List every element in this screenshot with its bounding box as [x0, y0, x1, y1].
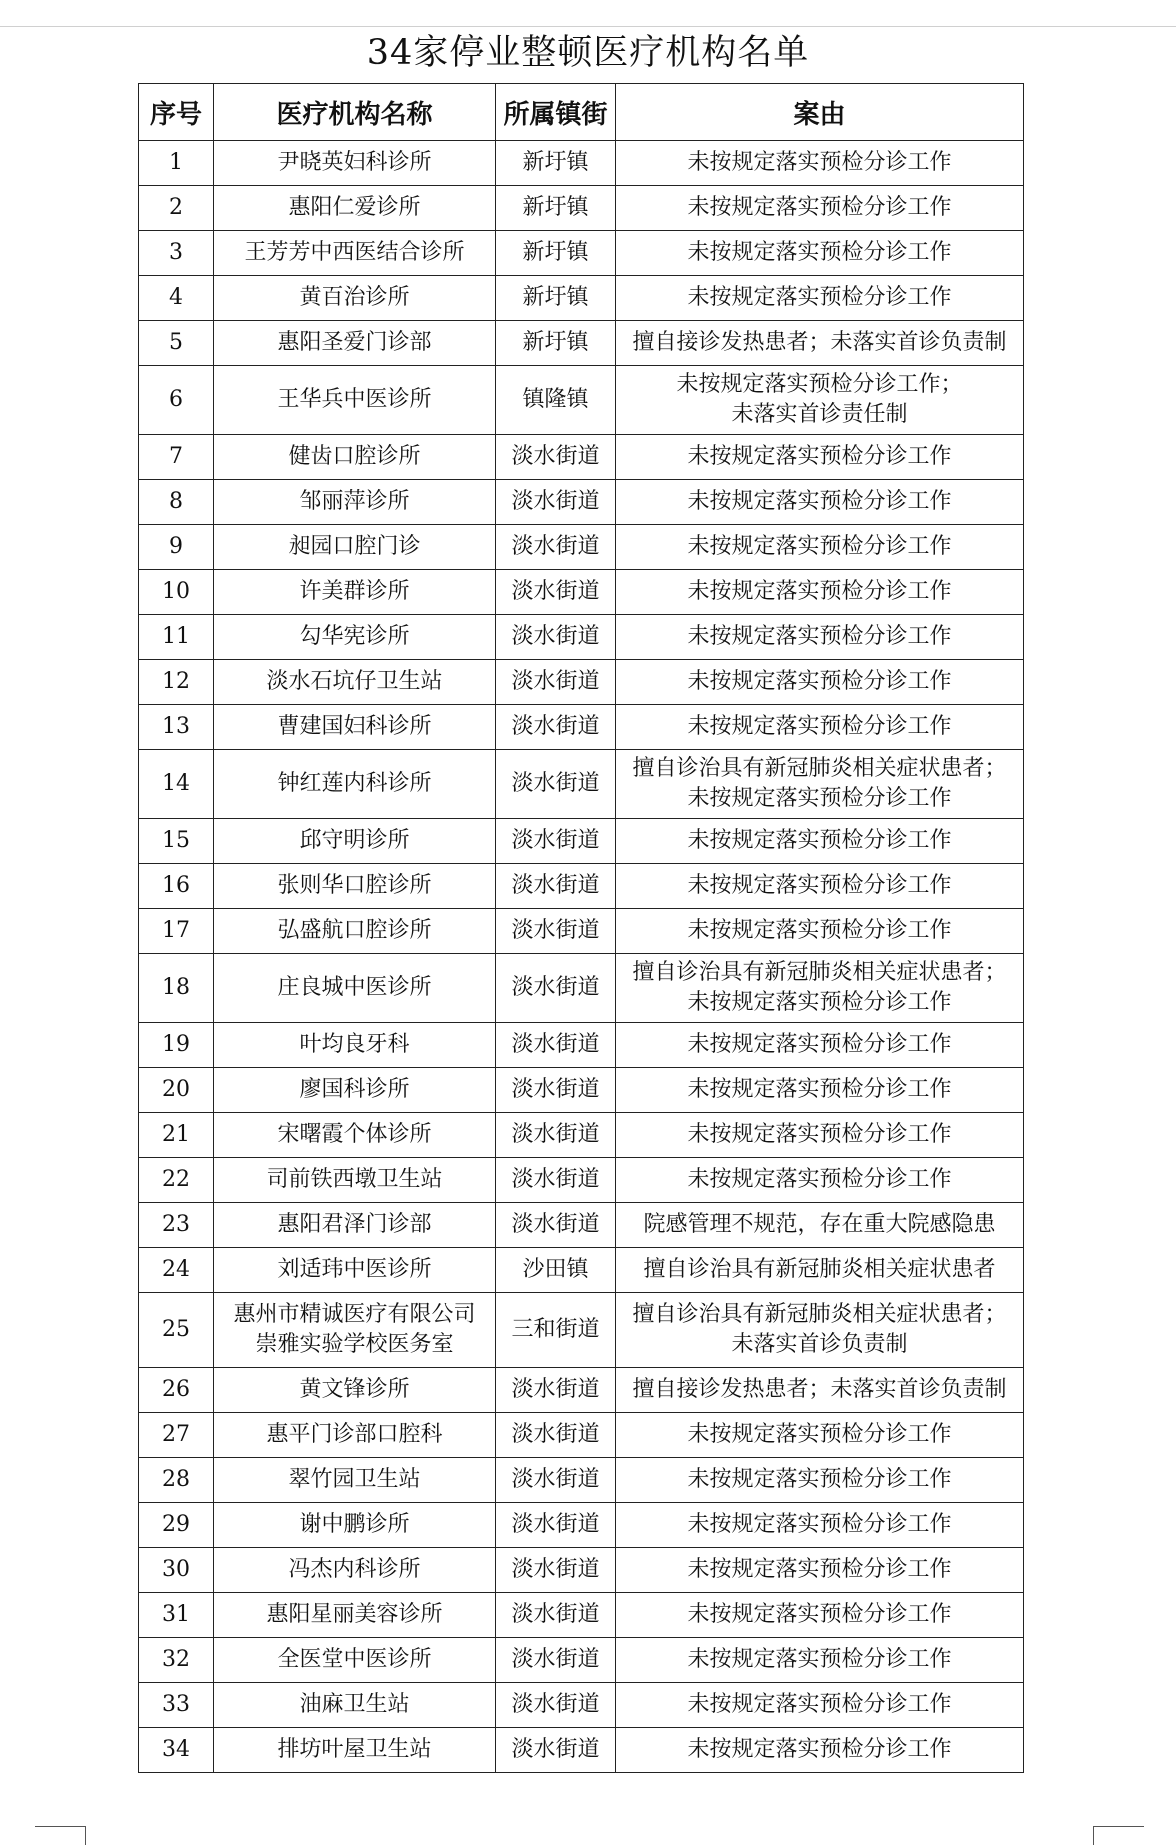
table-header-row [139, 84, 1024, 141]
cell-reason [616, 615, 1024, 660]
cell-reason [616, 186, 1024, 231]
cell-institution-name [214, 1728, 496, 1773]
header-town: 所属镇街 [496, 84, 616, 141]
reason-line: 未按规定落实预检分诊工作 [687, 1737, 952, 1762]
institution-name-line: 惠阳星丽美容诊所 [266, 1602, 443, 1627]
institution-name-line: 昶园口腔门诊 [288, 534, 421, 559]
cell-institution-name [214, 750, 496, 819]
cell-serial: 33 [139, 1683, 214, 1728]
cell-reason [616, 1068, 1024, 1113]
table-row [139, 1293, 1024, 1368]
table-row [139, 1413, 1024, 1458]
cell-serial: 12 [139, 660, 214, 705]
cell-town: 淡水街道 [496, 660, 616, 705]
table-row [139, 480, 1024, 525]
table-row [139, 435, 1024, 480]
table-body [139, 141, 1024, 1773]
table-row [139, 864, 1024, 909]
cell-serial: 14 [139, 750, 214, 819]
institution-name-line: 邹丽萍诊所 [299, 489, 410, 514]
cell-reason [616, 1023, 1024, 1068]
table-row [139, 705, 1024, 750]
header-serial: 序号 [139, 84, 214, 141]
reason-line: 未按规定落实预检分诊工作 [687, 1077, 952, 1102]
reason-line: 未按规定落实预检分诊工作 [687, 918, 952, 943]
cell-reason [616, 1683, 1024, 1728]
cell-institution-name [214, 1593, 496, 1638]
cell-town: 淡水街道 [496, 1503, 616, 1548]
cell-reason [616, 1548, 1024, 1593]
cell-serial: 34 [139, 1728, 214, 1773]
cell-serial: 16 [139, 864, 214, 909]
institution-name-line: 惠阳仁爱诊所 [288, 195, 421, 220]
table-row [139, 1113, 1024, 1158]
cell-serial: 9 [139, 525, 214, 570]
cell-institution-name [214, 660, 496, 705]
cell-institution-name [214, 435, 496, 480]
cell-institution-name [214, 1293, 496, 1368]
cell-town: 镇隆镇 [496, 366, 616, 435]
table-row [139, 366, 1024, 435]
cell-institution-name [214, 141, 496, 186]
cell-reason [616, 1413, 1024, 1458]
reason-line: 未落实首诊负责制 [731, 1332, 908, 1357]
institution-name-line: 刘适玮中医诊所 [277, 1257, 432, 1282]
cell-institution-name [214, 954, 496, 1023]
cell-reason [616, 954, 1024, 1023]
reason-line: 未按规定落实预检分诊工作 [687, 489, 952, 514]
cell-town: 淡水街道 [496, 615, 616, 660]
cell-reason [616, 276, 1024, 321]
cell-town: 淡水街道 [496, 1068, 616, 1113]
cell-institution-name [214, 1368, 496, 1413]
institution-name-line: 惠阳圣爱门诊部 [277, 330, 432, 355]
cell-serial: 31 [139, 1593, 214, 1638]
cell-town: 淡水街道 [496, 1593, 616, 1638]
reason-line: 擅自诊治具有新冠肺炎相关症状患者； [632, 756, 1007, 781]
cell-institution-name [214, 615, 496, 660]
document-title: 34家停业整顿医疗机构名单 [366, 33, 810, 73]
cell-serial: 27 [139, 1413, 214, 1458]
cell-town: 淡水街道 [496, 705, 616, 750]
reason-line: 未按规定落实预检分诊工作 [687, 1602, 952, 1627]
institution-name-line: 黄文锋诊所 [299, 1377, 410, 1402]
cell-serial: 22 [139, 1158, 214, 1203]
table-row [139, 1458, 1024, 1503]
institution-name-line: 惠州市精诚医疗有限公司 [233, 1302, 476, 1327]
cell-institution-name [214, 705, 496, 750]
crop-mark-right [1093, 1826, 1144, 1845]
reason-line: 未落实首诊责任制 [731, 402, 908, 427]
reason-line: 未按规定落实预检分诊工作 [687, 1032, 952, 1057]
cell-reason [616, 1503, 1024, 1548]
cell-serial: 5 [139, 321, 214, 366]
cell-serial: 13 [139, 705, 214, 750]
cell-institution-name [214, 1413, 496, 1458]
table-row [139, 1023, 1024, 1068]
cell-reason [616, 705, 1024, 750]
cell-reason [616, 1113, 1024, 1158]
cell-serial: 21 [139, 1113, 214, 1158]
cell-town: 淡水街道 [496, 909, 616, 954]
cell-town: 新圩镇 [496, 321, 616, 366]
cell-institution-name [214, 366, 496, 435]
reason-line: 院感管理不规范，存在重大院感隐患 [643, 1212, 996, 1237]
institution-name-line: 翠竹园卫生站 [288, 1467, 421, 1492]
cell-reason [616, 1728, 1024, 1773]
reason-line: 未按规定落实预检分诊工作 [687, 1647, 952, 1672]
cell-serial: 17 [139, 909, 214, 954]
table-row [139, 321, 1024, 366]
cell-reason [616, 1638, 1024, 1683]
reason-line: 未按规定落实预检分诊工作 [687, 786, 952, 811]
cell-town: 三和街道 [496, 1293, 616, 1368]
institution-table [138, 83, 1024, 1773]
reason-line: 未按规定落实预检分诊工作 [687, 195, 952, 220]
cell-serial: 11 [139, 615, 214, 660]
institution-name-line: 廖国科诊所 [299, 1077, 410, 1102]
cell-town: 淡水街道 [496, 1638, 616, 1683]
cell-institution-name [214, 525, 496, 570]
reason-line: 擅自诊治具有新冠肺炎相关症状患者； [632, 1302, 1007, 1327]
cell-reason [616, 141, 1024, 186]
cell-serial: 28 [139, 1458, 214, 1503]
cell-reason [616, 570, 1024, 615]
institution-name-line: 王华兵中医诊所 [277, 387, 432, 412]
cell-reason [616, 321, 1024, 366]
cell-institution-name [214, 321, 496, 366]
cell-serial: 20 [139, 1068, 214, 1113]
table-row [139, 954, 1024, 1023]
institution-name-line: 健齿口腔诊所 [288, 444, 421, 469]
table-row [139, 1068, 1024, 1113]
cell-serial: 3 [139, 231, 214, 276]
cell-serial: 25 [139, 1293, 214, 1368]
reason-line: 未按规定落实预检分诊工作 [687, 714, 952, 739]
institution-name-line: 排坊叶屋卫生站 [277, 1737, 432, 1762]
cell-institution-name [214, 1158, 496, 1203]
cell-reason [616, 1368, 1024, 1413]
cell-town: 淡水街道 [496, 1368, 616, 1413]
cell-town: 新圩镇 [496, 231, 616, 276]
cell-serial: 29 [139, 1503, 214, 1548]
institution-name-line: 庄良城中医诊所 [277, 975, 432, 1000]
cell-serial: 23 [139, 1203, 214, 1248]
institution-name-line: 司前铁西墩卫生站 [266, 1167, 443, 1192]
cell-institution-name [214, 1068, 496, 1113]
cell-town: 沙田镇 [496, 1248, 616, 1293]
reason-line: 未按规定落实预检分诊工作 [687, 240, 952, 265]
reason-line: 未按规定落实预检分诊工作 [687, 624, 952, 649]
table-row [139, 141, 1024, 186]
cell-serial: 18 [139, 954, 214, 1023]
table-row [139, 909, 1024, 954]
cell-town: 淡水街道 [496, 1548, 616, 1593]
institution-name-line: 冯杰内科诊所 [288, 1557, 421, 1582]
cell-reason [616, 1293, 1024, 1368]
table-row [139, 231, 1024, 276]
cell-town: 淡水街道 [496, 1413, 616, 1458]
institution-name-line: 谢中鹏诊所 [299, 1512, 410, 1537]
cell-institution-name [214, 909, 496, 954]
reason-line: 未按规定落实预检分诊工作 [687, 579, 952, 604]
crop-mark-left [35, 1826, 86, 1845]
institution-name-line: 宋曙霞个体诊所 [277, 1122, 432, 1147]
institution-name-line: 勾华宪诊所 [299, 624, 410, 649]
reason-line: 未按规定落实预检分诊工作 [687, 534, 952, 559]
cell-institution-name [214, 570, 496, 615]
reason-line: 未按规定落实预检分诊工作 [687, 1122, 952, 1147]
reason-line: 未按规定落实预检分诊工作 [687, 1167, 952, 1192]
cell-institution-name [214, 1023, 496, 1068]
cell-institution-name [214, 276, 496, 321]
cell-serial: 32 [139, 1638, 214, 1683]
table-row [139, 186, 1024, 231]
institution-name-line: 钟红莲内科诊所 [277, 771, 432, 796]
reason-line: 未按规定落实预检分诊工作 [687, 1512, 952, 1537]
reason-line: 未按规定落实预检分诊工作 [687, 873, 952, 898]
reason-line: 擅自诊治具有新冠肺炎相关症状患者； [632, 960, 1007, 985]
cell-institution-name [214, 1683, 496, 1728]
reason-line: 未按规定落实预检分诊工作 [687, 1422, 952, 1447]
table-row [139, 570, 1024, 615]
header-institution-name: 医疗机构名称 [214, 84, 496, 141]
cell-reason [616, 660, 1024, 705]
reason-line: 未按规定落实预检分诊工作 [687, 990, 952, 1015]
table-row [139, 525, 1024, 570]
reason-line: 未按规定落实预检分诊工作； [676, 372, 963, 397]
cell-serial: 1 [139, 141, 214, 186]
institution-name-line: 张则华口腔诊所 [277, 873, 432, 898]
institution-name-line: 惠阳君泽门诊部 [277, 1212, 432, 1237]
cell-town: 淡水街道 [496, 1203, 616, 1248]
cell-reason [616, 1158, 1024, 1203]
institution-name-line: 曹建国妇科诊所 [277, 714, 432, 739]
institution-name-line: 惠平门诊部口腔科 [266, 1422, 443, 1447]
institution-name-line: 王芳芳中西医结合诊所 [244, 240, 465, 265]
cell-reason [616, 1458, 1024, 1503]
cell-town: 淡水街道 [496, 1023, 616, 1068]
cell-town: 新圩镇 [496, 186, 616, 231]
table-row [139, 1503, 1024, 1548]
cell-institution-name [214, 1203, 496, 1248]
table-row [139, 1548, 1024, 1593]
table-row [139, 1158, 1024, 1203]
cell-town: 淡水街道 [496, 750, 616, 819]
reason-line: 未按规定落实预检分诊工作 [687, 669, 952, 694]
cell-serial: 19 [139, 1023, 214, 1068]
cell-serial: 7 [139, 435, 214, 480]
cell-institution-name [214, 1503, 496, 1548]
cell-institution-name [214, 864, 496, 909]
cell-serial: 4 [139, 276, 214, 321]
page-top-rule [0, 26, 1176, 27]
table-row [139, 1248, 1024, 1293]
reason-line: 未按规定落实预检分诊工作 [687, 444, 952, 469]
cell-town: 淡水街道 [496, 819, 616, 864]
cell-serial: 2 [139, 186, 214, 231]
cell-town: 淡水街道 [496, 864, 616, 909]
reason-line: 擅自接诊发热患者；未落实首诊负责制 [632, 1377, 1007, 1402]
table-row [139, 660, 1024, 705]
cell-serial: 24 [139, 1248, 214, 1293]
cell-institution-name [214, 1113, 496, 1158]
cell-serial: 8 [139, 480, 214, 525]
cell-institution-name [214, 1548, 496, 1593]
cell-serial: 30 [139, 1548, 214, 1593]
cell-serial: 26 [139, 1368, 214, 1413]
cell-town: 淡水街道 [496, 435, 616, 480]
cell-institution-name [214, 231, 496, 276]
cell-institution-name [214, 480, 496, 525]
cell-reason [616, 909, 1024, 954]
cell-reason [616, 819, 1024, 864]
cell-reason [616, 1593, 1024, 1638]
cell-town: 淡水街道 [496, 480, 616, 525]
institution-name-line: 弘盛航口腔诊所 [277, 918, 432, 943]
institution-name-line: 全医堂中医诊所 [277, 1647, 432, 1672]
cell-town: 新圩镇 [496, 141, 616, 186]
cell-institution-name [214, 186, 496, 231]
institution-name-line: 黄百治诊所 [299, 285, 410, 310]
cell-town: 淡水街道 [496, 570, 616, 615]
reason-line: 未按规定落实预检分诊工作 [687, 1467, 952, 1492]
institution-name-line: 油麻卫生站 [299, 1692, 410, 1717]
cell-institution-name [214, 819, 496, 864]
cell-serial: 10 [139, 570, 214, 615]
cell-reason [616, 864, 1024, 909]
cell-town: 淡水街道 [496, 1683, 616, 1728]
institution-name-line: 淡水石坑仔卫生站 [266, 669, 443, 694]
cell-town: 淡水街道 [496, 1728, 616, 1773]
cell-institution-name [214, 1638, 496, 1683]
table-row [139, 750, 1024, 819]
table-row [139, 276, 1024, 321]
cell-town: 淡水街道 [496, 1113, 616, 1158]
cell-serial: 6 [139, 366, 214, 435]
cell-institution-name [214, 1248, 496, 1293]
reason-line: 未按规定落实预检分诊工作 [687, 285, 952, 310]
cell-institution-name [214, 1458, 496, 1503]
reason-line: 未按规定落实预检分诊工作 [687, 1692, 952, 1717]
table-row [139, 819, 1024, 864]
table-row [139, 1728, 1024, 1773]
institution-name-line: 尹晓英妇科诊所 [277, 150, 432, 175]
table-row [139, 615, 1024, 660]
header-reason: 案由 [616, 84, 1024, 141]
reason-line: 未按规定落实预检分诊工作 [687, 1557, 952, 1582]
cell-town: 淡水街道 [496, 1158, 616, 1203]
cell-town: 新圩镇 [496, 276, 616, 321]
cell-reason [616, 435, 1024, 480]
institution-name-line: 邱守明诊所 [299, 828, 410, 853]
reason-line: 擅自诊治具有新冠肺炎相关症状患者 [643, 1257, 996, 1282]
cell-reason [616, 1203, 1024, 1248]
institution-name-line: 叶均良牙科 [299, 1032, 410, 1057]
cell-reason [616, 366, 1024, 435]
cell-town: 淡水街道 [496, 1458, 616, 1503]
cell-serial: 15 [139, 819, 214, 864]
table-row [139, 1368, 1024, 1413]
institution-name-line: 许美群诊所 [299, 579, 410, 604]
cell-town: 淡水街道 [496, 525, 616, 570]
cell-town: 淡水街道 [496, 954, 616, 1023]
reason-line: 未按规定落实预检分诊工作 [687, 150, 952, 175]
table-row [139, 1638, 1024, 1683]
cell-reason [616, 231, 1024, 276]
cell-reason [616, 525, 1024, 570]
cell-reason [616, 480, 1024, 525]
table-row [139, 1203, 1024, 1248]
reason-line: 未按规定落实预检分诊工作 [687, 828, 952, 853]
table-row [139, 1593, 1024, 1638]
cell-reason [616, 1248, 1024, 1293]
institution-name-line: 崇雅实验学校医务室 [255, 1332, 454, 1357]
reason-line: 擅自接诊发热患者；未落实首诊负责制 [632, 330, 1007, 355]
cell-reason [616, 750, 1024, 819]
table-row [139, 1683, 1024, 1728]
